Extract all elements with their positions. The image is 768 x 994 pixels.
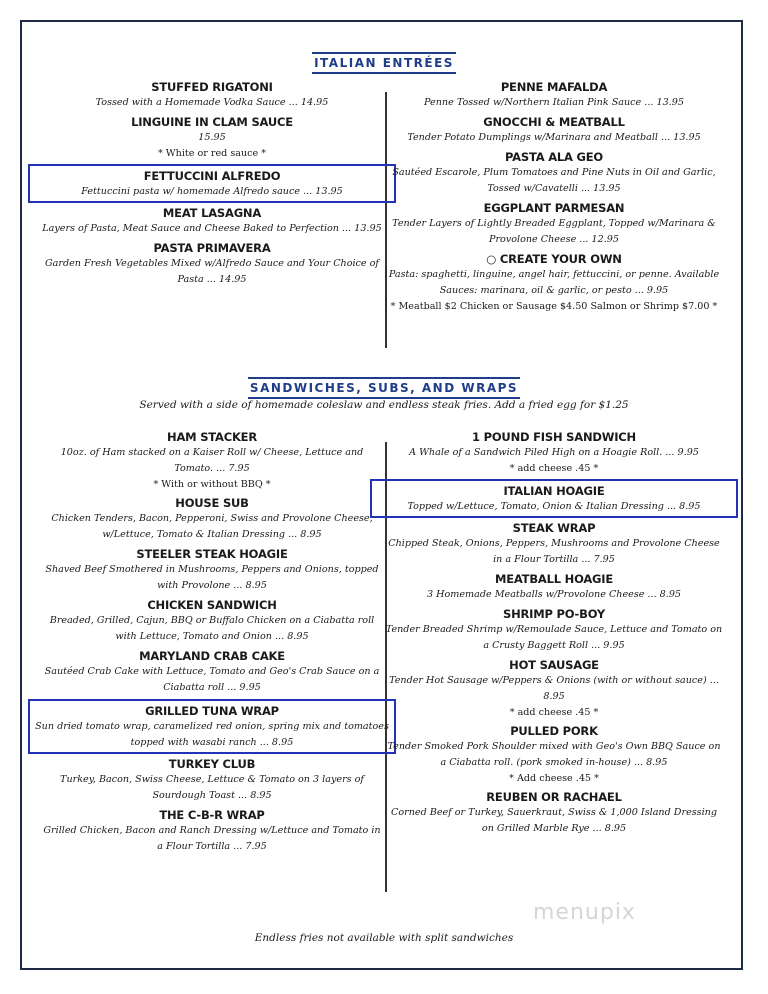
item-name: PASTA ALA GEO (504, 150, 603, 164)
item-name: STEAK WRAP (512, 521, 596, 535)
item-name: MEATBALL HOAGIE (494, 572, 614, 586)
item-note: * add cheese .45 * (509, 707, 599, 718)
menu-item (384, 606, 724, 654)
item-name: ITALIAN HOAGIE (503, 484, 605, 498)
item-name: REUBEN OR RACHAEL (486, 790, 622, 804)
menu-item (384, 571, 724, 603)
item-name: CHICKEN SANDWICH (147, 598, 277, 612)
item-description: Garden Fresh Vegetables Mixed w/Alfredo Sauce and Your Choice of Pasta ... 14.95 (44, 258, 379, 285)
menu-item (384, 149, 724, 197)
item-name: ○ CREATE YOUR OWN (486, 252, 622, 266)
menu-item (384, 657, 724, 720)
item-description: Tender Smoked Pork Shoulder mixed with Geo's Own BBQ Sauce on a Ciabatta roll. (pork smoked in-house) ... 8.95 (387, 741, 721, 768)
menu-item (384, 114, 724, 146)
sandwiches-section-title: SANDWICHES, SUBS, AND WRAPS (0, 377, 768, 399)
item-description: Penne Tossed w/Northern Italian Pink Sauce ... 13.95 (424, 97, 684, 108)
item-name: GRILLED TUNA WRAP (145, 704, 279, 718)
menu-item (384, 789, 724, 837)
item-description: 3 Homemade Meatballs w/Provolone Cheese ... 8.95 (426, 589, 682, 600)
item-description: Shaved Beef Smothered in Mushrooms, Peppers and Onions, topped with Provolone ... 8.95 (45, 564, 379, 591)
menu-item (42, 495, 382, 543)
item-description: Sautéed Escarole, Plum Tomatoes and Pine Nuts in Oil and Garlic, Tossed w/Cavatelli ... 13.95 (392, 167, 716, 194)
item-name: FETTUCCINI ALFREDO (143, 169, 281, 183)
item-name: MARYLAND CRAB CAKE (139, 649, 285, 663)
menu-item-highlighted (370, 479, 738, 518)
item-description: Fettuccini pasta w/ homemade Alfredo sauce ... 13.95 (81, 186, 343, 197)
item-description: Chicken Tenders, Bacon, Pepperoni, Swiss and Provolone Cheese, w/Lettuce, Tomato & Italian Dressing ... 8.95 (51, 513, 373, 540)
item-name: STUFFED RIGATONI (151, 80, 273, 94)
menu-item (384, 251, 724, 314)
item-name: PASTA PRIMAVERA (153, 241, 271, 255)
italian-left-column (42, 77, 382, 291)
item-note: * add cheese .45 * (509, 463, 599, 474)
menu-item (42, 546, 382, 594)
item-name: STEELER STEAK HOAGIE (136, 547, 288, 561)
menu-item (42, 429, 382, 492)
sandwiches-left-column (35, 427, 389, 858)
menu-item (42, 597, 382, 645)
item-name: MEAT LASAGNA (162, 206, 262, 220)
item-description: Sautéed Crab Cake with Lettuce, Tomato and Geo's Crab Sauce on a Ciabatta roll ... 9.95 (44, 666, 380, 693)
item-description: Tender Layers of Lightly Breaded Eggplant, Topped w/Marinara & Provolone Cheese ... 12.95 (392, 218, 716, 245)
item-description: Corned Beef or Turkey, Sauerkraut, Swiss & 1,000 Island Dressing on Grilled Marble Rye ... 8.95 (391, 807, 717, 834)
menu-item (384, 429, 724, 476)
item-description: Tender Hot Sausage w/Peppers & Onions (with or without sauce) ... 8.95 (389, 675, 719, 702)
item-description: Grilled Chicken, Bacon and Ranch Dressing w/Lettuce and Tomato in a Flour Tortilla ... 7.95 (43, 825, 381, 852)
item-name: 1 POUND FISH SANDWICH (472, 430, 636, 444)
menu-item (42, 756, 382, 804)
sandwiches-right-column (384, 427, 724, 840)
item-note: * Meatball $2 Chicken or Sausage $4.50 Salmon or Shrimp $7.00 * (390, 301, 718, 312)
item-description: Turkey, Bacon, Swiss Cheese, Lettuce & Tomato on 3 layers of Sourdough Toast ... 8.95 (60, 774, 364, 801)
item-note: * Add cheese .45 * (509, 773, 599, 784)
item-name: EGGPLANT PARMESAN (483, 201, 625, 215)
item-description: Topped w/Lettuce, Tomato, Onion & Italian Dressing ... 8.95 (407, 501, 701, 512)
item-name: TURKEY CLUB (168, 757, 256, 771)
item-name: THE C-B-R WRAP (159, 808, 265, 822)
item-description: Breaded, Grilled, Cajun, BBQ or Buffalo Chicken on a Ciabatta roll with Lettuce, Tomato and Onion ... 8.95 (49, 615, 375, 642)
item-name: HOUSE SUB (175, 496, 249, 510)
item-name: GNOCCHI & MEATBALL (483, 115, 625, 129)
menu-item (384, 200, 724, 248)
menu-item (42, 807, 382, 855)
menu-item (42, 79, 382, 111)
item-description: 10oz. of Ham stacked on a Kaiser Roll w/ Cheese, Lettuce and Tomato. ... 7.95 (60, 447, 364, 474)
menu-item (384, 520, 724, 568)
menu-item-highlighted (28, 164, 396, 203)
item-name: LINGUINE IN CLAM SAUCE (131, 115, 293, 129)
item-name: HOT SAUSAGE (509, 658, 599, 672)
item-description: Layers of Pasta, Meat Sauce and Cheese Baked to Perfection ... 13.95 (42, 223, 382, 234)
italian-section-title: ITALIAN ENTRÉES (0, 52, 768, 74)
item-name: PENNE MAFALDA (500, 80, 608, 94)
item-description: Tender Breaded Shrimp w/Remoulade Sauce, Lettuce and Tomato on a Crusty Baggett Roll ... 9.95 (385, 624, 723, 651)
menu-item-highlighted (28, 699, 396, 754)
menu-item (384, 723, 724, 786)
item-description: A Whale of a Sandwich Piled High on a Hoagie Roll. ... 9.95 (409, 447, 699, 458)
menu-item (42, 205, 382, 237)
footer-note: Endless fries not available with split sandwiches (254, 932, 514, 944)
item-description: Chipped Steak, Onions, Peppers, Mushrooms and Provolone Cheese in a Flour Tortilla ... 7.95 (388, 538, 720, 565)
menupix-watermark: menupix (533, 900, 636, 925)
item-description: 15.95 (198, 132, 226, 143)
menu-item (42, 114, 382, 161)
item-name: HAM STACKER (167, 430, 257, 444)
menu-item (42, 648, 382, 696)
menu-item (42, 240, 382, 288)
item-description: Sun dried tomato wrap, caramelized red onion, spring mix and tomatoes topped with wasabi ranch ... 8.95 (35, 721, 389, 748)
item-note: * White or red sauce * (157, 148, 267, 159)
item-note: * With or without BBQ * (153, 479, 271, 490)
item-name: PULLED PORK (510, 724, 598, 738)
item-description: Tossed with a Homemade Vodka Sauce ... 14.95 (95, 97, 329, 108)
item-description: Pasta: spaghetti, linguine, angel hair, fettuccini, or penne. Available Sauces: marinara, oil & garlic, or pesto ... 9.95 (388, 269, 720, 296)
item-name: SHRIMP PO-BOY (503, 607, 605, 621)
sandwiches-subtitle: Served with a side of homemade coleslaw and endless steak fries. Add a fried egg for $1.25 (139, 399, 629, 411)
item-description: Tender Potato Dumplings w/Marinara and Meatball ... 13.95 (407, 132, 701, 143)
menu-item (384, 79, 724, 111)
italian-right-column (384, 77, 724, 317)
